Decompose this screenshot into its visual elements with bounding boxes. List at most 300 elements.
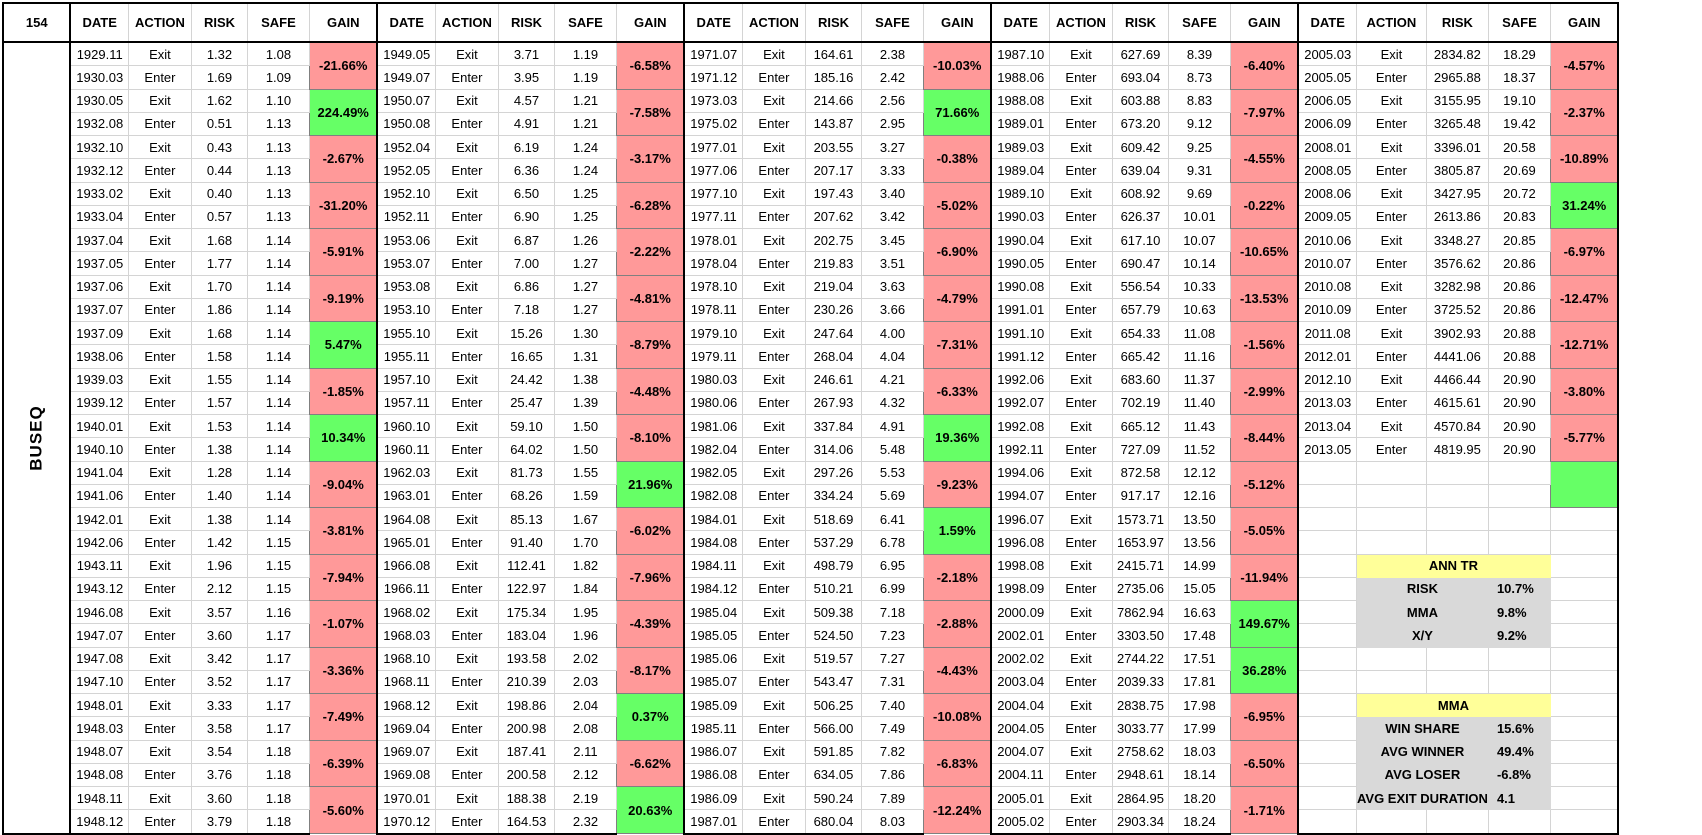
gain-cell: 1.59% [923, 508, 991, 555]
safe-cell: 1.18 [247, 810, 309, 834]
table-row [3, 275, 1618, 298]
action-cell: Exit [1049, 136, 1112, 159]
gain-cell: -2.88% [923, 601, 991, 648]
action-cell: Exit [1049, 275, 1112, 298]
safe-cell: 1.17 [247, 624, 309, 647]
date-cell: 1970.01 [377, 787, 435, 810]
risk-cell: 2039.33 [1112, 670, 1168, 693]
gain-cell: -2.99% [1230, 368, 1298, 415]
date-cell: 1948.07 [70, 740, 128, 763]
table-row [3, 554, 1618, 577]
gain-cell: -5.02% [923, 182, 991, 229]
action-cell: Enter [435, 670, 498, 693]
safe-cell: 4.04 [861, 345, 923, 368]
action-cell: Enter [1049, 159, 1112, 182]
gain-cell: -9.23% [923, 461, 991, 508]
date-cell: 1978.04 [684, 252, 742, 275]
empty-cell [1298, 624, 1356, 647]
date-cell: 1970.12 [377, 810, 435, 834]
date-cell: 2012.10 [1298, 368, 1356, 391]
table-row [3, 229, 1618, 252]
risk-cell: 0.44 [191, 159, 247, 182]
gain-cell: 19.36% [923, 415, 991, 462]
date-cell: 1950.08 [377, 112, 435, 135]
header-date: DATE [70, 3, 128, 42]
date-cell: 1984.08 [684, 531, 742, 554]
risk-cell: 3.76 [191, 763, 247, 786]
safe-cell: 7.27 [861, 647, 923, 670]
safe-cell: 1.14 [247, 345, 309, 368]
date-cell: 1937.09 [70, 322, 128, 345]
safe-cell: 1.14 [247, 484, 309, 507]
action-cell: Enter [742, 670, 805, 693]
action-cell: Enter [128, 670, 191, 693]
action-cell: Enter [1356, 112, 1426, 135]
table-row [3, 787, 1618, 810]
table-row [3, 740, 1618, 763]
gain-cell: -3.80% [1550, 368, 1618, 415]
action-cell: Exit [128, 601, 191, 624]
summary-value: 49.4% [1488, 740, 1550, 763]
risk-cell: 207.17 [805, 159, 861, 182]
summary-label: AVG WINNER [1356, 740, 1488, 763]
table-row [3, 577, 1618, 600]
empty-cell [1298, 484, 1356, 507]
date-cell: 1933.04 [70, 205, 128, 228]
date-cell: 1940.10 [70, 438, 128, 461]
date-cell: 1965.01 [377, 531, 435, 554]
date-cell: 1968.10 [377, 647, 435, 670]
risk-cell: 693.04 [1112, 66, 1168, 89]
date-cell: 1985.06 [684, 647, 742, 670]
date-cell: 2006.09 [1298, 112, 1356, 135]
safe-cell: 2.12 [554, 763, 616, 786]
action-cell: Exit [742, 368, 805, 391]
action-cell: Exit [435, 694, 498, 717]
table-row [3, 205, 1618, 228]
empty-cell [1550, 508, 1618, 531]
action-cell: Exit [128, 275, 191, 298]
safe-cell: 11.40 [1168, 391, 1230, 414]
empty-cell [1356, 647, 1426, 670]
risk-cell: 4466.44 [1426, 368, 1488, 391]
action-cell: Exit [128, 740, 191, 763]
risk-cell: 16.65 [498, 345, 554, 368]
gain-cell: 224.49% [309, 89, 377, 136]
date-cell: 1982.05 [684, 461, 742, 484]
safe-cell: 1.25 [554, 182, 616, 205]
date-cell: 1953.06 [377, 229, 435, 252]
action-cell: Exit [742, 322, 805, 345]
safe-cell: 1.14 [247, 461, 309, 484]
empty-cell [1550, 601, 1618, 624]
action-cell: Enter [435, 624, 498, 647]
safe-cell: 1.14 [247, 508, 309, 531]
header-risk: RISK [805, 3, 861, 42]
risk-cell: 3.57 [191, 601, 247, 624]
action-cell: Enter [1049, 298, 1112, 321]
safe-cell: 20.90 [1488, 368, 1550, 391]
gain-cell: -10.03% [923, 42, 991, 89]
action-cell: Enter [1356, 391, 1426, 414]
risk-cell: 0.51 [191, 112, 247, 135]
action-cell: Enter [128, 717, 191, 740]
action-cell: Enter [742, 252, 805, 275]
risk-cell: 200.98 [498, 717, 554, 740]
action-cell: Enter [435, 531, 498, 554]
date-cell: 1984.12 [684, 577, 742, 600]
action-cell: Enter [742, 205, 805, 228]
risk-cell: 506.25 [805, 694, 861, 717]
header-action: ACTION [1049, 3, 1112, 42]
header-action: ACTION [128, 3, 191, 42]
action-cell: Enter [742, 624, 805, 647]
empty-cell [1356, 810, 1426, 834]
date-cell: 1994.07 [991, 484, 1049, 507]
date-cell: 1968.11 [377, 670, 435, 693]
risk-cell: 3427.95 [1426, 182, 1488, 205]
safe-cell: 1.13 [247, 136, 309, 159]
safe-cell: 1.15 [247, 577, 309, 600]
risk-cell: 59.10 [498, 415, 554, 438]
gain-cell: -1.85% [309, 368, 377, 415]
action-cell: Exit [1356, 229, 1426, 252]
table-row [3, 670, 1618, 693]
risk-cell: 537.29 [805, 531, 861, 554]
risk-cell: 556.54 [1112, 275, 1168, 298]
risk-cell: 268.04 [805, 345, 861, 368]
risk-cell: 872.58 [1112, 461, 1168, 484]
safe-cell: 17.48 [1168, 624, 1230, 647]
date-cell: 2006.05 [1298, 89, 1356, 112]
safe-cell: 19.10 [1488, 89, 1550, 112]
safe-cell: 20.83 [1488, 205, 1550, 228]
action-cell: Enter [742, 484, 805, 507]
risk-cell: 626.37 [1112, 205, 1168, 228]
safe-cell: 5.48 [861, 438, 923, 461]
risk-cell: 81.73 [498, 461, 554, 484]
date-cell: 1937.04 [70, 229, 128, 252]
date-cell: 1948.08 [70, 763, 128, 786]
empty-cell [1298, 787, 1356, 810]
date-cell: 1968.03 [377, 624, 435, 647]
action-cell: Exit [435, 461, 498, 484]
risk-cell: 15.26 [498, 322, 554, 345]
empty-cell [1550, 577, 1618, 600]
risk-cell: 91.40 [498, 531, 554, 554]
header-safe: SAFE [861, 3, 923, 42]
risk-cell: 4441.06 [1426, 345, 1488, 368]
table-row [3, 763, 1618, 786]
date-cell: 1991.01 [991, 298, 1049, 321]
risk-cell: 591.85 [805, 740, 861, 763]
gain-cell: -6.33% [923, 368, 991, 415]
risk-cell: 3.60 [191, 624, 247, 647]
safe-cell: 17.51 [1168, 647, 1230, 670]
empty-cell [1550, 763, 1618, 786]
date-cell: 2005.01 [991, 787, 1049, 810]
safe-cell: 1.15 [247, 531, 309, 554]
action-cell: Exit [1049, 42, 1112, 66]
date-cell: 2004.11 [991, 763, 1049, 786]
table-row [3, 438, 1618, 461]
empty-cell [1550, 740, 1618, 763]
risk-cell: 1.42 [191, 531, 247, 554]
date-cell: 1933.02 [70, 182, 128, 205]
risk-cell: 654.33 [1112, 322, 1168, 345]
date-cell: 1966.08 [377, 554, 435, 577]
action-cell: Exit [435, 89, 498, 112]
date-cell: 1982.08 [684, 484, 742, 507]
risk-cell: 2965.88 [1426, 66, 1488, 89]
date-cell: 1992.11 [991, 438, 1049, 461]
gain-cell: -6.62% [616, 740, 684, 787]
safe-cell: 1.14 [247, 368, 309, 391]
risk-cell: 200.58 [498, 763, 554, 786]
action-cell: Exit [128, 89, 191, 112]
date-cell: 1957.11 [377, 391, 435, 414]
action-cell: Enter [435, 484, 498, 507]
action-cell: Enter [1049, 66, 1112, 89]
risk-cell: 246.61 [805, 368, 861, 391]
safe-cell: 1.27 [554, 298, 616, 321]
action-cell: Exit [1356, 275, 1426, 298]
gain-cell: -5.05% [1230, 508, 1298, 555]
date-cell: 1938.06 [70, 345, 128, 368]
gain-cell: -4.81% [616, 275, 684, 322]
date-cell: 1987.01 [684, 810, 742, 834]
safe-cell: 16.63 [1168, 601, 1230, 624]
safe-cell: 2.32 [554, 810, 616, 834]
safe-cell: 1.14 [247, 275, 309, 298]
safe-cell: 1.13 [247, 182, 309, 205]
action-cell: Enter [128, 205, 191, 228]
date-cell: 1987.10 [991, 42, 1049, 66]
gain-cell: 20.63% [616, 787, 684, 834]
gain-cell: -2.67% [309, 136, 377, 183]
gain-cell: 71.66% [923, 89, 991, 136]
risk-cell: 3.58 [191, 717, 247, 740]
risk-cell: 314.06 [805, 438, 861, 461]
date-cell: 1952.05 [377, 159, 435, 182]
date-cell: 1932.12 [70, 159, 128, 182]
date-cell: 1980.03 [684, 368, 742, 391]
risk-cell: 3.95 [498, 66, 554, 89]
safe-cell: 10.14 [1168, 252, 1230, 275]
safe-cell: 2.08 [554, 717, 616, 740]
date-cell: 2010.08 [1298, 275, 1356, 298]
action-cell: Exit [128, 42, 191, 66]
risk-cell: 193.58 [498, 647, 554, 670]
summary-value: 15.6% [1488, 717, 1550, 740]
header-safe: SAFE [1168, 3, 1230, 42]
risk-cell: 0.57 [191, 205, 247, 228]
action-cell: Enter [742, 717, 805, 740]
empty-cell [1356, 670, 1426, 693]
safe-cell: 2.03 [554, 670, 616, 693]
gain-cell: -6.39% [309, 740, 377, 787]
date-cell: 2012.01 [1298, 345, 1356, 368]
gain-cell: -10.65% [1230, 229, 1298, 276]
safe-cell: 7.31 [861, 670, 923, 693]
date-cell: 1989.03 [991, 136, 1049, 159]
safe-cell: 8.39 [1168, 42, 1230, 66]
gain-cell: -31.20% [309, 182, 377, 229]
risk-cell: 164.53 [498, 810, 554, 834]
safe-cell: 1.17 [247, 670, 309, 693]
risk-cell: 3.54 [191, 740, 247, 763]
action-cell: Exit [742, 42, 805, 66]
safe-cell: 3.45 [861, 229, 923, 252]
risk-cell: 1.40 [191, 484, 247, 507]
risk-cell: 2735.06 [1112, 577, 1168, 600]
date-cell: 1969.04 [377, 717, 435, 740]
empty-cell [1426, 508, 1488, 531]
risk-cell: 188.38 [498, 787, 554, 810]
risk-cell: 24.42 [498, 368, 554, 391]
empty-cell [1488, 670, 1550, 693]
safe-cell: 1.24 [554, 159, 616, 182]
safe-cell: 1.84 [554, 577, 616, 600]
action-cell: Enter [1356, 66, 1426, 89]
date-cell: 1930.03 [70, 66, 128, 89]
gain-cell: -12.47% [1550, 275, 1618, 322]
empty-cell [1298, 577, 1356, 600]
date-cell: 1991.10 [991, 322, 1049, 345]
safe-cell: 10.07 [1168, 229, 1230, 252]
safe-cell: 1.31 [554, 345, 616, 368]
risk-cell: 3.60 [191, 787, 247, 810]
date-cell: 1953.07 [377, 252, 435, 275]
action-cell: Enter [742, 438, 805, 461]
gain-cell: -6.95% [1230, 694, 1298, 741]
action-cell: Enter [742, 345, 805, 368]
date-cell: 1962.03 [377, 461, 435, 484]
action-cell: Enter [128, 391, 191, 414]
date-cell: 2008.01 [1298, 136, 1356, 159]
table-row [3, 810, 1618, 834]
risk-cell: 673.20 [1112, 112, 1168, 135]
action-cell: Exit [742, 508, 805, 531]
risk-cell: 297.26 [805, 461, 861, 484]
action-cell: Exit [435, 415, 498, 438]
date-cell: 1952.11 [377, 205, 435, 228]
action-cell: Exit [1356, 368, 1426, 391]
safe-cell: 2.95 [861, 112, 923, 135]
empty-cell [1550, 554, 1618, 577]
safe-cell: 1.10 [247, 89, 309, 112]
gain-cell: -5.91% [309, 229, 377, 276]
summary-label: AVG LOSER [1356, 763, 1488, 786]
action-cell: Enter [128, 624, 191, 647]
safe-cell: 4.00 [861, 322, 923, 345]
risk-cell: 1573.71 [1112, 508, 1168, 531]
safe-cell: 8.03 [861, 810, 923, 834]
date-cell: 2008.05 [1298, 159, 1356, 182]
risk-cell: 183.04 [498, 624, 554, 647]
empty-cell [1426, 670, 1488, 693]
action-cell: Exit [128, 136, 191, 159]
safe-cell: 1.18 [247, 763, 309, 786]
date-cell: 1982.04 [684, 438, 742, 461]
gain-cell: 149.67% [1230, 601, 1298, 648]
action-cell: Exit [128, 508, 191, 531]
risk-cell: 509.38 [805, 601, 861, 624]
risk-cell: 3576.62 [1426, 252, 1488, 275]
gain-cell: -9.04% [309, 461, 377, 508]
gain-cell: -0.38% [923, 136, 991, 183]
safe-cell: 10.63 [1168, 298, 1230, 321]
gain-cell: -2.22% [616, 229, 684, 276]
safe-cell: 8.73 [1168, 66, 1230, 89]
gain-cell: -3.17% [616, 136, 684, 183]
action-cell: Enter [742, 810, 805, 834]
action-cell: Enter [435, 438, 498, 461]
date-cell: 1996.08 [991, 531, 1049, 554]
risk-cell: 3.52 [191, 670, 247, 693]
safe-cell: 3.63 [861, 275, 923, 298]
action-cell: Exit [435, 740, 498, 763]
safe-cell: 1.16 [247, 601, 309, 624]
ticker-text: BUSEQ [26, 405, 46, 471]
safe-cell: 9.25 [1168, 136, 1230, 159]
date-cell: 1957.10 [377, 368, 435, 391]
risk-cell: 6.90 [498, 205, 554, 228]
empty-cell [1550, 694, 1618, 717]
safe-cell: 2.42 [861, 66, 923, 89]
safe-cell: 20.86 [1488, 275, 1550, 298]
gain-cell: -7.97% [1230, 89, 1298, 136]
action-cell: Enter [1049, 438, 1112, 461]
risk-cell: 1.55 [191, 368, 247, 391]
action-cell: Enter [742, 112, 805, 135]
header-safe: SAFE [247, 3, 309, 42]
gain-cell: -5.12% [1230, 461, 1298, 508]
date-cell: 1952.10 [377, 182, 435, 205]
empty-cell [1426, 647, 1488, 670]
header-action: ACTION [1356, 3, 1426, 42]
risk-cell: 1.62 [191, 89, 247, 112]
safe-cell: 1.26 [554, 229, 616, 252]
gain-cell: -21.66% [309, 42, 377, 89]
risk-cell: 230.26 [805, 298, 861, 321]
safe-cell: 1.70 [554, 531, 616, 554]
header-gain: GAIN [309, 3, 377, 42]
action-cell: Exit [435, 42, 498, 66]
risk-cell: 247.64 [805, 322, 861, 345]
date-cell: 2005.02 [991, 810, 1049, 834]
safe-cell: 1.13 [247, 205, 309, 228]
header-date: DATE [684, 3, 742, 42]
action-cell: Enter [742, 763, 805, 786]
gain-cell: -13.53% [1230, 275, 1298, 322]
action-cell: Exit [1049, 740, 1112, 763]
risk-cell: 6.86 [498, 275, 554, 298]
gain-cell: -3.81% [309, 508, 377, 555]
summary-value: 9.8% [1488, 601, 1550, 624]
safe-cell: 19.42 [1488, 112, 1550, 135]
header-risk: RISK [1426, 3, 1488, 42]
gain-cell: -0.22% [1230, 182, 1298, 229]
summary-value: 4.1 [1488, 787, 1550, 810]
safe-cell: 2.38 [861, 42, 923, 66]
date-cell: 1984.11 [684, 554, 742, 577]
safe-cell: 9.69 [1168, 182, 1230, 205]
empty-cell [1488, 484, 1550, 507]
date-cell: 2002.01 [991, 624, 1049, 647]
date-cell: 1937.05 [70, 252, 128, 275]
date-cell: 1942.06 [70, 531, 128, 554]
